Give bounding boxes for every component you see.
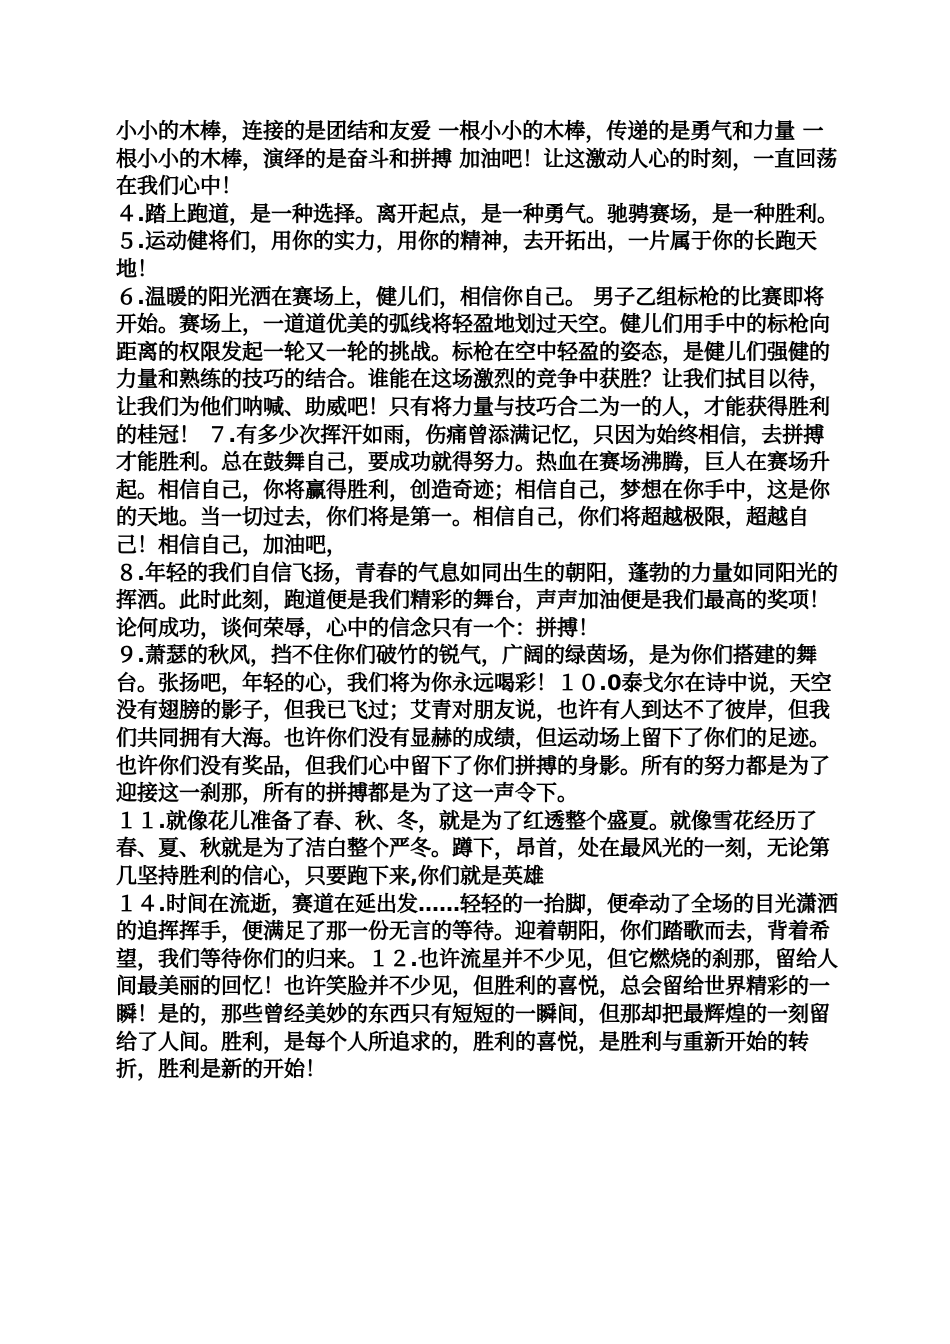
document-body — [116, 118, 838, 1084]
paragraph-5: ５.运动健将们，用你的实力，用你的精神，去开拓出，一片属于你的长跑天地！ — [116, 229, 817, 281]
paragraph-11: １１.就像花儿准备了春、秋、冬，就是为了红透整个盛夏。就像雪花经历了春、夏、秋就是为了洁白整个严冬。蹲下，昂首，处在最风光的一刻，无论第几坚持胜利的信心，只要跑下来,你们就是英雄 — [116, 808, 830, 889]
paragraph-6-7: ６.温暖的阳光洒在赛场上，健儿们，相信你自己。 男子乙组标枪的比赛即将开始。赛场上，一道道优美的弧线将轻盈地划过天空。健儿们用手中的标枪向距离的权限发起一轮又一轮的挑战。标枪在空中轻盈的姿态，是健儿们强健的力量和熟练的技巧的结合。谁能在这场激烈的竞争中获胜？让我们拭目以待，让我们为他们呐喊、助威吧！只有将力量与技巧合二为一的人，才能获得胜利的桂冠！ ７.有多少次挥汗如雨，伤痛曾添满记忆，只因为始终相信，去拼搏才能胜利。总在鼓舞自己，要成功就得努力。热血在赛场沸腾，巨人在赛场升起。相信自己，你将赢得胜利，创造奇迹；相信自己，梦想在你手中，这是你的天地。当一切过去，你们将是第一。相信自己，你们将超越极限，超越自己！相信自己，加油吧， — [116, 284, 830, 557]
paragraph-relay-intro: 小小的木棒，连接的是团结和友爱 一根小小的木棒，传递的是勇气和力量 一根小小的木棒，演绎的是奋斗和拼搏 加油吧！让这激动人心的时刻，一直回荡在我们心中！ — [116, 119, 838, 199]
paragraph-14-12: １４.时间在流逝，赛道在延出发……轻轻的一抬脚，便牵动了全场的目光潇洒的追挥挥手，便满足了那一份无言的等待。迎着朝阳，你们踏歌而去，背着希望，我们等待你们的归来。１２.也许流星并不少见，但它燃烧的刹那，留给人间最美丽的回忆！也许笑脸并不少见，但胜利的喜悦，总会留给世界精彩的一瞬！是的，那些曾经美妙的东西只有短短的一瞬间，但那却把最辉煌的一刻留给了人间。胜利，是每个人所追求的，胜利的喜悦，是胜利与重新开始的转折，胜利是新的开始！ — [116, 891, 838, 1082]
paragraph-4: ４.踏上跑道，是一种选择。离开起点，是一种勇气。驰骋赛场，是一种胜利。 — [116, 201, 838, 226]
paragraph-9-10: ９.萧瑟的秋风，挡不住你们破竹的锐气，广阔的绿茵场，是为你们搭建的舞台。张扬吧，年轻的心，我们将为你永远喝彩！１０.0泰戈尔在诗中说，天空没有翅膀的影子，但我已飞过；艾青对朋友说，也许有人到达不了彼岸，但我们共同拥有大海。也许你们没有显赫的成绩，但运动场上留下了你们的足迹。也许你们没有奖品，但我们心中留下了你们拼搏的身影。所有的努力都是为了迎接这一刹那，所有的拼搏都是为了这一声令下。 — [116, 643, 832, 806]
paragraph-8: ８.年轻的我们自信飞扬，青春的气息如同出生的朝阳，蓬勃的力量如同阳光的挥洒。此时此刻，跑道便是我们精彩的舞台，声声加油便是我们最高的奖项！论何成功，谈何荣辱，心中的信念只有一个：拼搏！ — [116, 560, 838, 640]
